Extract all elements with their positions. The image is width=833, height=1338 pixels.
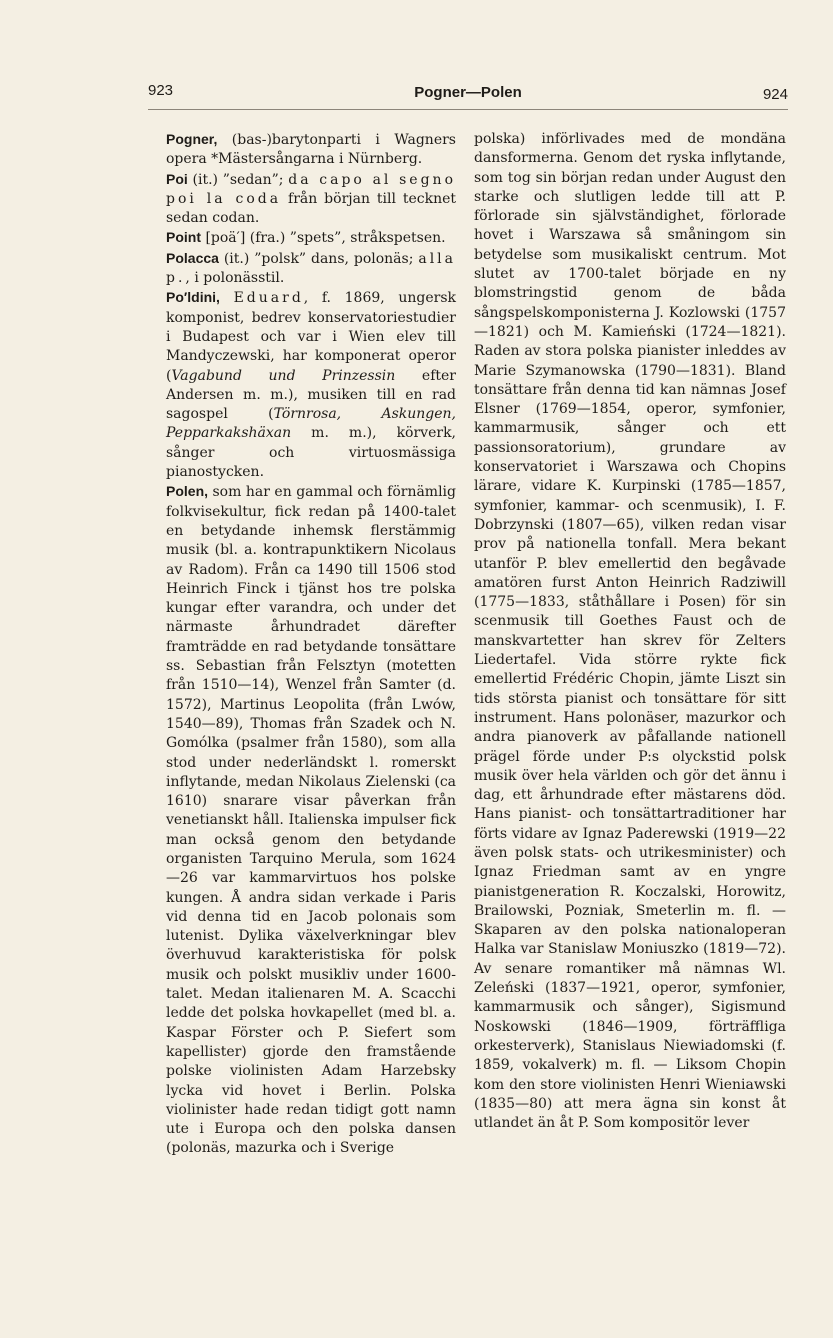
entry-poi	[166, 170, 456, 229]
entry-pogner	[166, 130, 456, 170]
headword-poi: Poi	[166, 170, 188, 187]
entry-poldini-text2: efter Andersen m. m.), musiken till en rad sagospel (	[166, 367, 456, 423]
header-rule	[148, 109, 788, 110]
column-right	[474, 130, 786, 1133]
column-left	[166, 130, 456, 1159]
running-title: Pogner—Polen	[414, 84, 522, 101]
entry-poldini-text1: , f. 1869, ungersk komponist, bedrev konservatoriestudier i Budapest och var i Wien elev till Mandyczewski, har komponerat operor (	[166, 290, 457, 384]
entry-poldini-italic1: Vagabund und Prinzessin	[171, 367, 396, 384]
entry-poldini	[166, 288, 456, 482]
entry-poi-spaced: da capo al segno poi la coda	[166, 171, 456, 207]
entry-polacca-text1: (it.) ”polsk” dans, polonäs;	[218, 250, 419, 267]
headword-polacca: Polacca	[166, 249, 219, 266]
entry-polacca-spaced: alla p.	[166, 250, 456, 287]
headword-polen: Polen,	[166, 483, 209, 500]
page-header	[148, 82, 788, 108]
page-number-left: 923	[148, 82, 174, 99]
entry-point-text: [poä′] (fra.) ”spets”, stråkspetsen.	[201, 230, 446, 247]
entry-poi-text1: (it.) ”sedan”;	[187, 171, 289, 188]
entry-polen-text-left: som har en gammal och förnämlig folkvisekultur, fick redan på 1400-talet en betydande inhemsk flerstämmig musik (bl. a. kontrapunktikern Nicolaus av Radom). Från ca 1490 till 1506 stod Heinrich Finck i tjänst hos tre polska kungar efter varandra, och under det närmaste århundradet därefter framträdde en rad betydande tonsättare ss. Sebastian från Felsztyn (motetten från 1510—14), Wenzel från Samter (d. 1572), Martinus Leopolita (från Lwów, 1540—89), Thomas från Szadek och N. Gomólka (psalmer från 1580), som alla stod under nederländskt l. romerskt inflytande, medan Nikolaus Zielenski (ca 1610) snarare visar påverkan från venetianskt håll. Italienska impulser fick man också genom den betydande organisten Tarquino Merula, som 1624—26 var kammarvirtuos hos polske kungen. Å andra sidan verkade i Paris vid denna tid en Jacob polonais som lutenist. Dylika växelverkningar blev överhuvud karakteristiska för polsk musik och polskt musikliv under 1600-talet. Medan italienaren M. A. Scacchi ledde det polska hovkapellet (med bl. a. Kaspar Förster och P. Siefert som kapellister) gjorde den framstående polske violinisten Adam Harzebsky lycka vid hovet i Berlin. Polska violinister hade redan tidigt gott namn ute i Europa och den polska dansen (polonäs, mazurka och i Sverige	[166, 484, 456, 1157]
entry-poldini-italic2: Törnrosa, Askungen, Pepparkakshäxan	[166, 406, 456, 442]
headword-point: Point	[166, 229, 201, 246]
headword-pogner: Pogner,	[166, 131, 218, 147]
entry-poldini-spaced: Eduard	[233, 290, 304, 307]
headword-poldini: Po′ldini,	[166, 289, 220, 306]
entry-poldini-text3: m. m.), körverk, sånger och virtuosmässiga pianostycken.	[166, 425, 456, 481]
page-number-right: 924	[762, 86, 788, 103]
entry-pogner-text: (bas-)barytonparti i Wagners opera *Mästersångarna i Nürnberg.	[166, 132, 456, 168]
entry-polacca	[166, 249, 456, 289]
entry-polen	[166, 482, 456, 1158]
entry-polen-continued: polska) införlivades med de mondäna dansformerna. Genom det ryska inflytande, som tog sin början redan under August den starke och slutligen ledde till att P. förlorade sin självständighet, förlorade hovet i Warszawa så småningom sin betydelse som musikaliskt centrum. Mot slutet av 1700-talet började en ny blomstringstid genom de båda sångspelskomponisterna J. Kozlowski (1757—1821) och M. Kamieński (1724—1821). Raden av stora polska pianister inleddes av Marie Szymanowska (1790—1831). Bland tonsättare från denna tid kan nämnas Josef Elsner (1769—1854, operor, symfonier, kammarmusik, sånger och ett passionsoratorium), grundare av konservatoriet i Warszawa och Chopins lärare, vidare K. Kurpinski (1785—1857, symfonier, kammar- och scenmusik), I. F. Dobrzynski (1807—65), vilken redan visar prov på nationella tonfall. Mera bekant utanför P. blev emellertid den begåvade amatören furst Anton Heinrich Radziwill (1775—1833, ståthållare i Posen) för sin scenmusik till Goethes Faust och de manskvartetter han skrev för Zelters Liedertafel. Vida större rykte fick emellertid Frédéric Chopin, jämte Liszt sin tids största pianist och tonsättare för sitt instrument. Hans polonäser, mazurkor och andra pianoverk av påfallande nationell prägel förde under P:s olyckstid polsk musik över hela världen och gör det ännu i dag, ett århundrade efter mästarens död. Hans pianist- och tonsättartraditioner har förts vidare av Ignaz Paderewski (1919—22 även polsk stats- och utrikesminister) och Ignaz Friedman samt av en yngre pianistgeneration R. Koczalski, Horowitz, Brailowski, Pozniak, Smeterlin m. fl. — Skaparen av den polska nationaloperan Halka var Stanislaw Moniuszko (1819—72). Av senare romantiker må nämnas Wl. Zeleński (1837—1921, operor, symfonier, kammarmusik och sånger), Sigismund Noskowski (1846—1909, förträffliga orkesterverk), Stanislaus Niewiadomski (f. 1859, vokalverk) m. fl. — Liksom Chopin kom den store violinisten Henri Wieniawski (1835—80) att mera ägna sin konst åt utlandet än åt P. Som kompositör lever	[474, 131, 786, 1132]
entry-polacca-text2: , i polonässtil.	[185, 270, 285, 287]
entry-point	[166, 228, 456, 248]
entry-poi-text2: från början till tecknet sedan codan.	[166, 190, 457, 227]
